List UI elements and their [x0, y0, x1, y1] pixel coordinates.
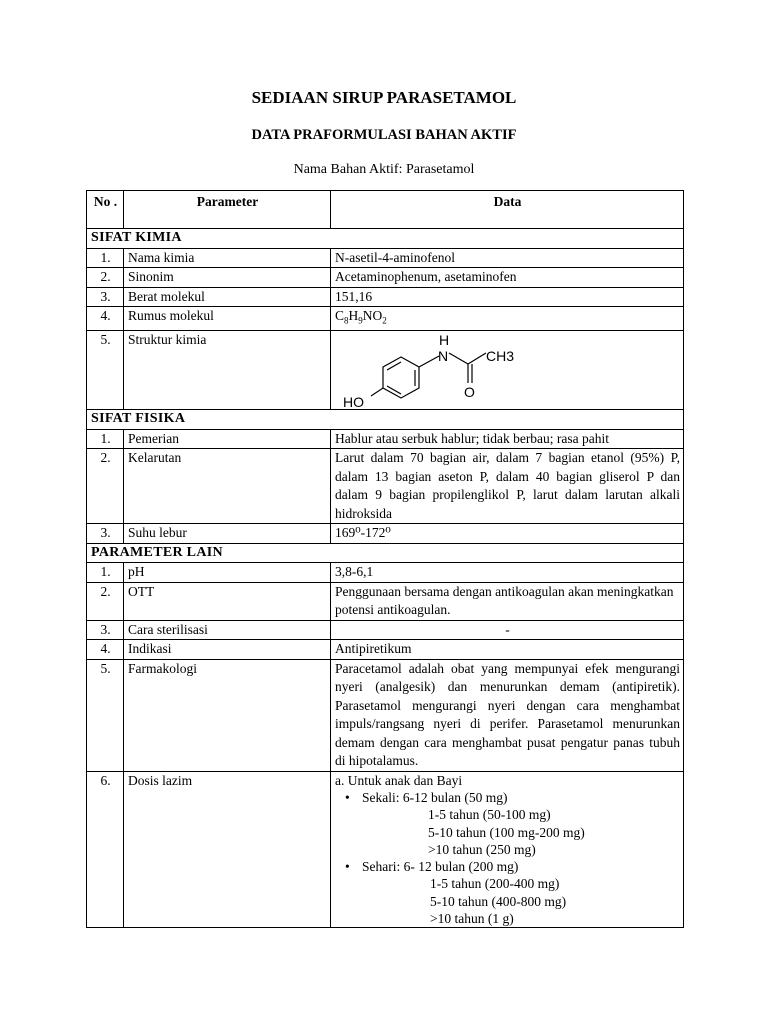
section-row-kimia	[87, 229, 684, 249]
table-row	[87, 620, 684, 640]
bullet-icon: •	[345, 789, 350, 805]
o-label: O	[464, 384, 475, 401]
table-row	[87, 771, 684, 928]
row-parameter: Struktur kimia	[124, 331, 331, 410]
table-header-row	[87, 191, 684, 229]
n-label: N	[438, 348, 449, 365]
row-parameter: Rumus molekul	[124, 307, 331, 331]
row-number: 1.	[87, 248, 124, 268]
active-ingredient-name: Nama Bahan Aktif: Parasetamol	[293, 162, 475, 177]
list-item: 1-5 tahun (50-100 mg)	[428, 807, 551, 823]
table-row	[87, 268, 684, 288]
row-parameter: Dosis lazim	[124, 771, 331, 928]
table-row	[87, 640, 684, 660]
header-data: Data	[331, 191, 684, 229]
list-item: 5-10 tahun (400-800 mg)	[430, 893, 567, 909]
h-label: H	[439, 332, 450, 349]
list-item: 1-5 tahun (200-400 mg)	[430, 876, 560, 892]
table-row	[87, 582, 684, 620]
header-parameter: Parameter	[124, 191, 331, 229]
list-item	[335, 789, 680, 806]
oh-bond	[371, 388, 383, 396]
row-parameter: Farmakologi	[124, 659, 331, 771]
row-number: 1.	[87, 563, 124, 583]
row-data: N-asetil-4-aminofenol	[331, 248, 684, 268]
row-parameter: pH	[124, 563, 331, 583]
row-number: 1.	[87, 429, 124, 449]
row-number: 2.	[87, 582, 124, 620]
table-row	[87, 524, 684, 544]
table-row	[87, 331, 684, 410]
section-title: PARAMETER LAIN	[87, 543, 684, 563]
ho-label: HO	[343, 394, 364, 411]
row-data: Acetaminophenum, asetaminofen	[331, 268, 684, 288]
row-data: 169⁰-172⁰	[331, 524, 684, 544]
row-parameter: Sinonim	[124, 268, 331, 288]
dosage-cell	[331, 771, 684, 928]
ch3-label: CH3	[486, 348, 515, 365]
row-data: Paracetamol adalah obat yang mempunyai efek mengurangi nyeri (analgesik) dan menurunkan demam (antipiretik). Parasetamol mengurangi nyeri dengan cara menghambat impuls/rangsang nyeri di perifer. Parasetamol menurunkan demam dengan cara menghambat pusat pengatur panas tubuh di hipotalamus.	[331, 659, 684, 771]
row-number: 5.	[87, 659, 124, 771]
dosage-sehari-label: Sehari: 6- 12 bulan (200 mg)	[362, 859, 519, 875]
section-title: SIFAT KIMIA	[87, 229, 684, 249]
row-number: 5.	[87, 331, 124, 410]
dosage-sekali-label: Sekali: 6-12 bulan (50 mg)	[362, 789, 508, 805]
row-parameter: Nama kimia	[124, 248, 331, 268]
header-no: No .	[87, 191, 124, 229]
row-number: 3.	[87, 620, 124, 640]
row-data: -	[331, 620, 684, 640]
row-parameter: Cara sterilisasi	[124, 620, 331, 640]
dosage-group-label: a. Untuk anak dan Bayi	[335, 772, 463, 788]
list-item: >10 tahun (1 g)	[430, 911, 514, 927]
document-subtitle: DATA PRAFORMULASI BAHAN AKTIF	[251, 127, 517, 143]
list-item: 5-10 tahun (100 mg-200 mg)	[428, 824, 585, 840]
row-number: 6.	[87, 771, 124, 928]
table-row	[87, 563, 684, 583]
row-data: Larut dalam 70 bagian air, dalam 7 bagian etanol (95%) P, dalam 13 bagian aseton P, dalam 40 bagian gliserol P dan dalam 9 bagian propilenglikol P, larut dalam larutan alkali hidroksida	[331, 449, 684, 524]
chemical-structure-cell	[331, 331, 684, 410]
row-number: 2.	[87, 268, 124, 288]
table-row	[87, 429, 684, 449]
row-data: Penggunaan bersama dengan antikoagulan akan meningkatkan potensi antikoagulan.	[331, 582, 684, 620]
benzene-ring	[383, 357, 419, 398]
row-parameter: Berat molekul	[124, 287, 331, 307]
row-data: Hablur atau serbuk hablur; tidak berbau; rasa pahit	[331, 429, 684, 449]
list-item: >10 tahun (250 mg)	[428, 841, 536, 857]
section-row-fisika	[87, 410, 684, 430]
table-row	[87, 248, 684, 268]
row-number: 2.	[87, 449, 124, 524]
table-row	[87, 449, 684, 524]
list-item	[335, 858, 680, 875]
row-number: 4.	[87, 640, 124, 660]
molecular-formula: $C_8H_9NO_2$	[331, 307, 684, 331]
preformulation-table	[86, 190, 684, 928]
paracetamol-structure-diagram	[331, 331, 683, 411]
row-number: 3.	[87, 524, 124, 544]
section-row-lain	[87, 543, 684, 563]
row-parameter: Kelarutan	[124, 449, 331, 524]
n-c-bond	[449, 353, 468, 364]
row-data: 3,8-6,1	[331, 563, 684, 583]
table-row	[87, 307, 684, 331]
table-row	[87, 659, 684, 771]
row-parameter: Pemerian	[124, 429, 331, 449]
row-parameter: OTT	[124, 582, 331, 620]
c-ch3-bond	[468, 353, 486, 364]
bullet-icon: •	[345, 859, 350, 875]
row-number: 3.	[87, 287, 124, 307]
row-parameter: Indikasi	[124, 640, 331, 660]
row-number: 4.	[87, 307, 124, 331]
ring-n-bond	[419, 356, 439, 367]
row-data: Antipiretikum	[331, 640, 684, 660]
row-data: 151,16	[331, 287, 684, 307]
section-title: SIFAT FISIKA	[87, 410, 684, 430]
document-title: SEDIAAN SIRUP PARASETAMOL	[251, 88, 517, 107]
row-parameter: Suhu lebur	[124, 524, 331, 544]
table-row	[87, 287, 684, 307]
